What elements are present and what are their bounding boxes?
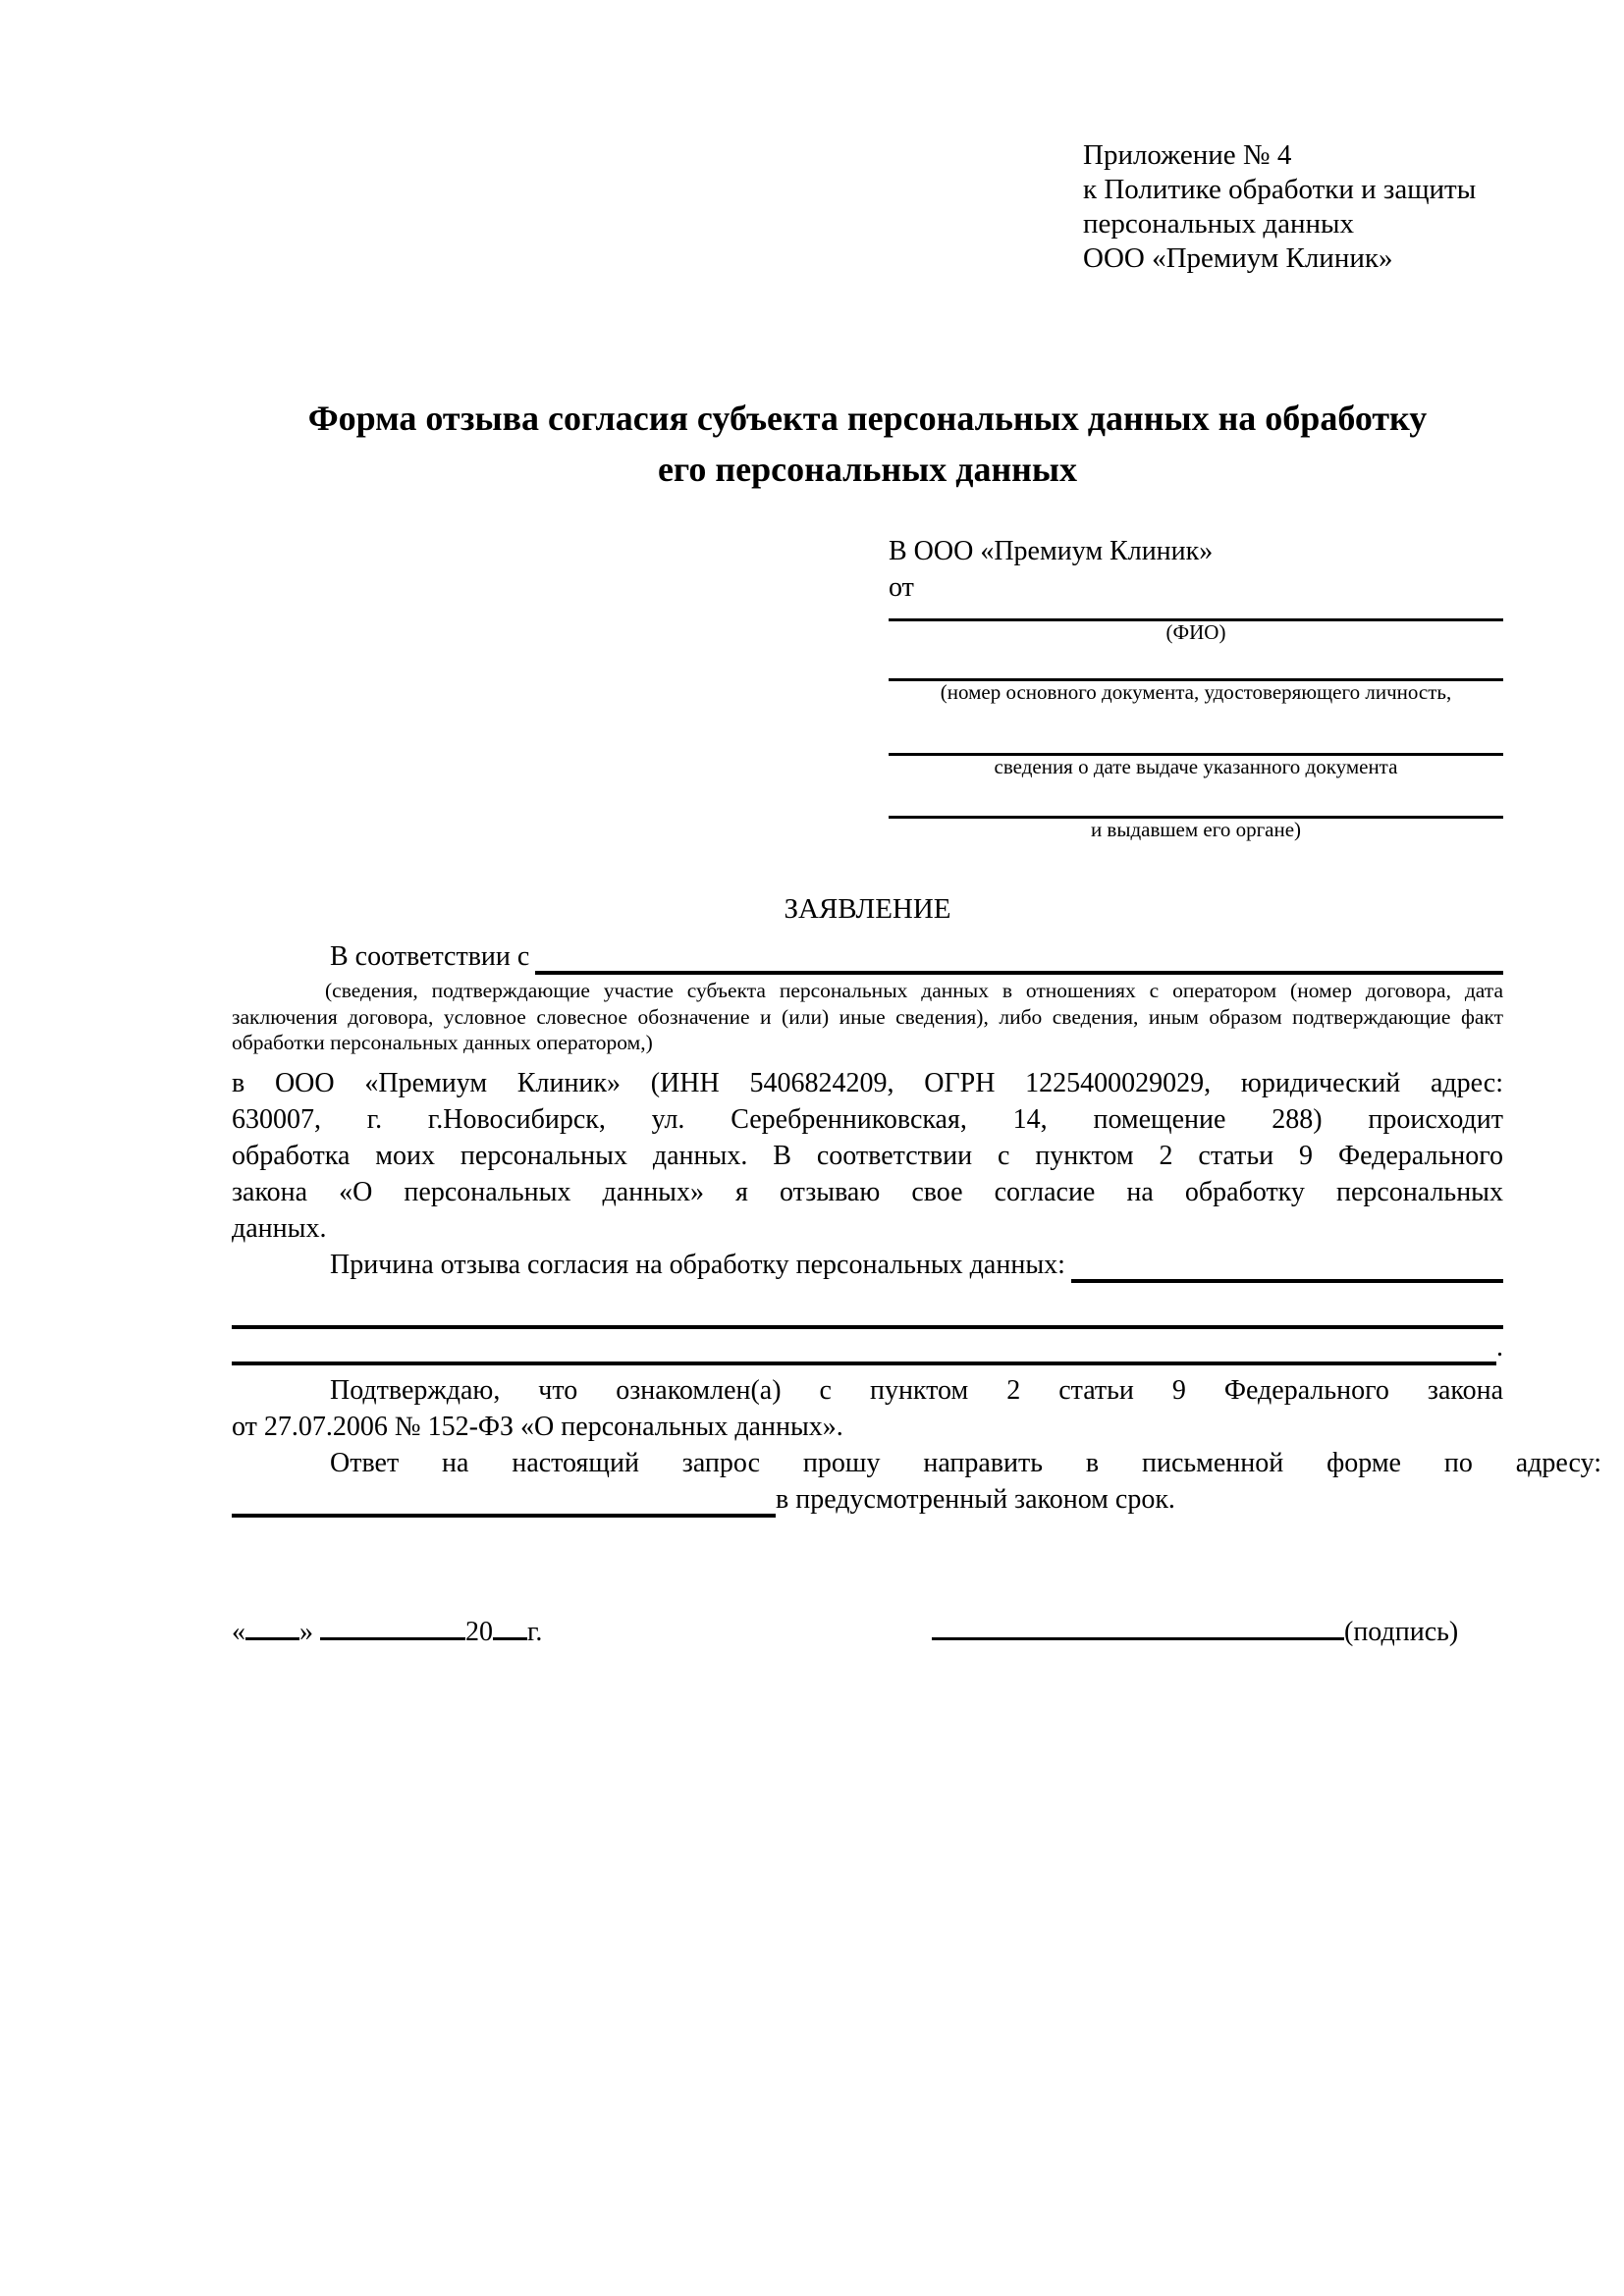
addressee-to: В ООО «Премиум Клиник» — [889, 536, 1214, 566]
signature-field — [932, 1608, 1458, 1650]
body-line: обработка моих персональных данных. В соответствии с пунктом 2 статьи 9 Федерального — [232, 1141, 1503, 1171]
issuing-authority-blank-line — [889, 777, 1503, 819]
fio-caption: (ФИО) — [1165, 620, 1226, 644]
reason-continuation-blank-line — [232, 1329, 1496, 1365]
reply-request-line: Ответ на настоящий запрос прошу направить в письменной форме по адресу: — [330, 1448, 1601, 1478]
document-number-caption: (номер основного документа, удостоверяющего личность, — [940, 680, 1452, 704]
issuing-authority-caption: и выдавшем его органе) — [1090, 818, 1302, 841]
appendix-line: персональных данных — [1083, 208, 1355, 240]
title-line: его персональных данных — [657, 450, 1078, 489]
body-line: данных. — [232, 1213, 327, 1244]
year-suffix: г. — [527, 1617, 543, 1647]
appendix-line: к Политике обработки и защиты — [1083, 174, 1477, 205]
footnote-line: (сведения, подтверждающие участие субъекта персональных данных в отношениях с оператором (номер договора, дата — [325, 979, 1503, 1002]
fio-blank-line — [889, 606, 1503, 621]
confirmation-line: Подтверждаю, что ознакомлен(а) с пунктом 2 статьи 9 Федерального закона — [330, 1375, 1503, 1406]
year-prefix: 20 — [465, 1617, 493, 1647]
intro-row — [232, 938, 1503, 975]
issue-date-caption: сведения о дате выдаче указанного документа — [994, 755, 1398, 778]
appendix-line: ООО «Премиум Клиник» — [1083, 242, 1393, 274]
reason-continuation-row — [232, 1329, 1503, 1365]
issue-date-blank-line — [889, 703, 1503, 756]
reason-blank-line — [1071, 1247, 1503, 1283]
signature-caption: (подпись) — [1344, 1617, 1459, 1647]
body-paragraph — [232, 1065, 1503, 1247]
footnote-line: обработки персональных данных оператором,) — [232, 1031, 653, 1054]
reason-continuation-blank-line — [232, 1293, 1503, 1329]
reply-tail-text: в предусмотренный законом срок. — [776, 1484, 1175, 1515]
paragraph-indent — [232, 938, 330, 975]
paragraph-indent — [232, 1247, 330, 1283]
quote-close: » — [299, 1617, 313, 1647]
month-blank-line — [320, 1608, 465, 1640]
body-line: в ООО «Премиум Клиник» (ИНН 5406824209, ОГРН 1225400029029, юридический адрес: — [232, 1068, 1503, 1098]
body-line: 630007, г. г.Новосибирск, ул. Серебренниковская, 14, помещение 288) происходит — [232, 1104, 1503, 1135]
body-line: закона «О персональных данных» я отзываю свое согласие на обработку персональных — [232, 1177, 1503, 1207]
year-blank-line — [493, 1608, 527, 1640]
footnote-paragraph — [232, 978, 1503, 1056]
reason-label: Причина отзыва согласия на обработку персональных данных: — [330, 1250, 1065, 1280]
appendix-line: Приложение № 4 — [1083, 139, 1292, 171]
addressee-block — [889, 533, 1503, 840]
confirmation-paragraph — [232, 1372, 1503, 1445]
document-title — [232, 393, 1503, 495]
footnote-line: заключения договора, условное словесное обозначение и (или) иные сведения), либо сведения, иным образом подтверждающие факт — [232, 1004, 1503, 1029]
day-blank-line — [245, 1608, 299, 1640]
confirmation-line: от 27.07.2006 № 152-ФЗ «О персональных данных». — [232, 1412, 843, 1442]
signature-blank-line — [932, 1608, 1344, 1640]
intro-label: В соответствии с — [330, 941, 530, 972]
document-number-blank-line — [889, 643, 1503, 681]
title-line: Форма отзыва согласия субъекта персональных данных на обработку — [307, 399, 1428, 438]
date-field — [232, 1608, 542, 1650]
statement-heading: ЗАЯВЛЕНИЕ — [784, 893, 951, 925]
quote-open: « — [232, 1617, 245, 1647]
appendix-block — [1083, 138, 1476, 276]
sentence-period: . — [1496, 1332, 1503, 1362]
reply-address-row — [232, 1481, 1503, 1518]
intro-blank-line — [535, 938, 1503, 975]
address-blank-line — [232, 1481, 776, 1518]
reason-row — [232, 1247, 1503, 1283]
addressee-from-label: от — [889, 572, 914, 603]
